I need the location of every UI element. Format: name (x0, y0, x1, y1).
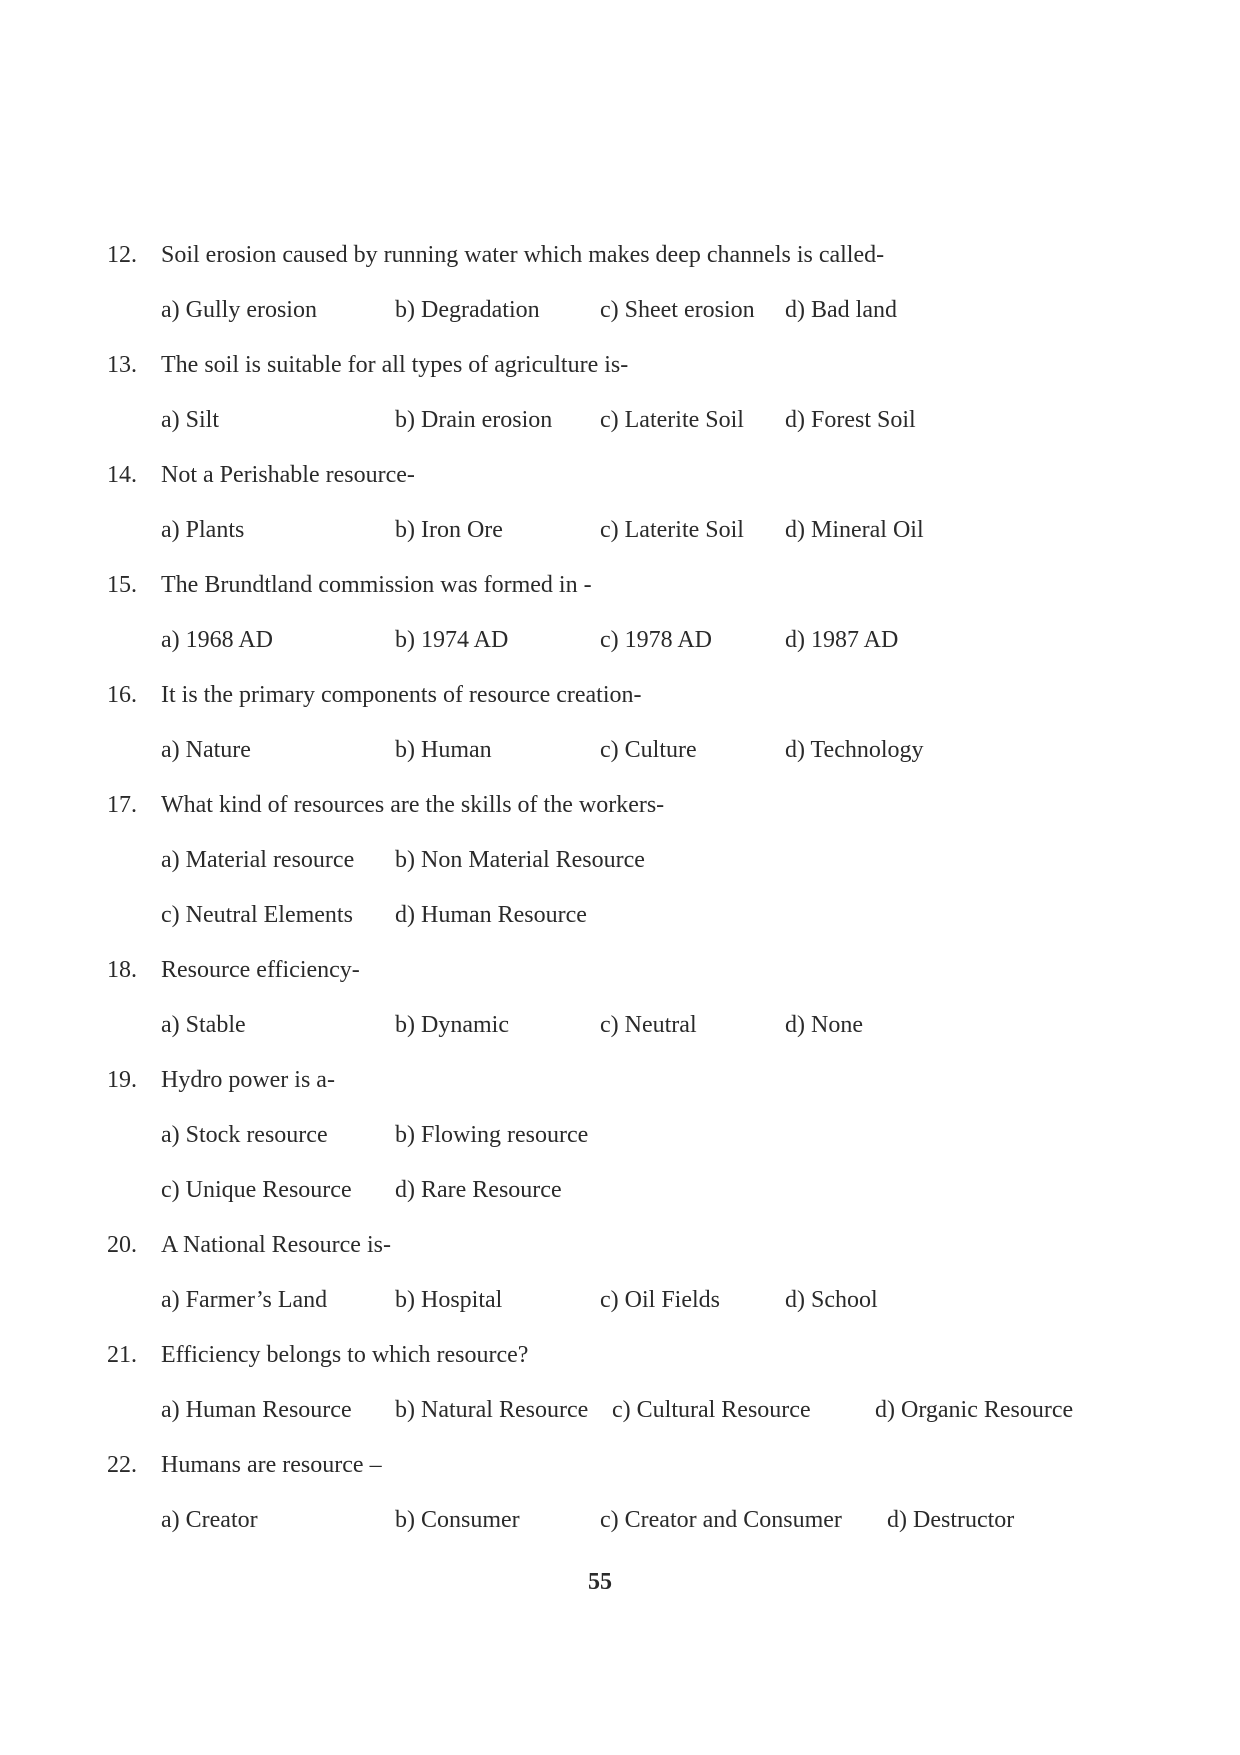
question-number: 13. (107, 352, 137, 378)
option-d: d) Human Resource (395, 902, 587, 928)
option-a: a) Material resource (161, 847, 355, 873)
question-number: 20. (107, 1232, 137, 1258)
option-a: a) 1968 AD (161, 627, 273, 653)
question-number: 22. (107, 1452, 137, 1478)
option-d: d) School (785, 1287, 878, 1313)
option-c: c) Cultural Resource (612, 1397, 811, 1423)
question-number: 15. (107, 572, 137, 598)
option-c: c) Neutral (600, 1012, 697, 1038)
option-c: c) Laterite Soil (600, 407, 744, 433)
option-b: b) Consumer (395, 1507, 520, 1533)
option-b: b) Hospital (395, 1287, 503, 1313)
question-text: A National Resource is- (161, 1232, 391, 1258)
question-text: Efficiency belongs to which resource? (161, 1342, 529, 1368)
option-a: a) Nature (161, 737, 251, 763)
option-b: b) Flowing resource (395, 1122, 589, 1148)
option-d: d) Organic Resource (875, 1397, 1074, 1423)
question-number: 14. (107, 462, 137, 488)
option-c: c) Creator and Consumer (600, 1507, 842, 1533)
option-a: a) Gully erosion (161, 297, 317, 323)
question-number: 19. (107, 1067, 137, 1093)
option-a: a) Human Resource (161, 1397, 352, 1423)
option-d: d) Technology (785, 737, 924, 763)
question-number: 18. (107, 957, 137, 983)
option-d: d) Forest Soil (785, 407, 916, 433)
option-a: a) Plants (161, 517, 245, 543)
option-d: d) None (785, 1012, 863, 1038)
option-b: b) Human (395, 737, 492, 763)
option-c: c) Sheet erosion (600, 297, 755, 323)
option-b: b) 1974 AD (395, 627, 509, 653)
option-c: c) Laterite Soil (600, 517, 744, 543)
question-number: 12. (107, 242, 137, 268)
question-text: What kind of resources are the skills of the workers- (161, 792, 665, 818)
question-text: Resource efficiency- (161, 957, 360, 983)
question-text: It is the primary components of resource creation- (161, 682, 642, 708)
question-text: The soil is suitable for all types of agriculture is- (161, 352, 629, 378)
option-c: c) 1978 AD (600, 627, 712, 653)
option-b: b) Drain erosion (395, 407, 553, 433)
option-d: d) Destructor (887, 1507, 1015, 1533)
option-d: d) Mineral Oil (785, 517, 924, 543)
question-number: 17. (107, 792, 137, 818)
option-d: d) Bad land (785, 297, 897, 323)
page-number: 55 (588, 1569, 612, 1595)
option-c: c) Neutral Elements (161, 902, 353, 928)
question-text: The Brundtland commission was formed in - (161, 572, 592, 598)
option-b: b) Natural Resource (395, 1397, 589, 1423)
option-d: d) 1987 AD (785, 627, 899, 653)
option-b: b) Dynamic (395, 1012, 509, 1038)
option-d: d) Rare Resource (395, 1177, 562, 1203)
option-a: a) Creator (161, 1507, 258, 1533)
question-text: Not a Perishable resource- (161, 462, 415, 488)
question-number: 16. (107, 682, 137, 708)
option-a: a) Stock resource (161, 1122, 328, 1148)
option-c: c) Culture (600, 737, 697, 763)
option-c: c) Oil Fields (600, 1287, 720, 1313)
question-text: Hydro power is a- (161, 1067, 335, 1093)
option-b: b) Non Material Resource (395, 847, 645, 873)
option-c: c) Unique Resource (161, 1177, 352, 1203)
question-text: Soil erosion caused by running water which makes deep channels is called- (161, 242, 885, 268)
option-a: a) Stable (161, 1012, 246, 1038)
option-a: a) Silt (161, 407, 219, 433)
option-b: b) Degradation (395, 297, 540, 323)
option-b: b) Iron Ore (395, 517, 503, 543)
question-number: 21. (107, 1342, 137, 1368)
question-text: Humans are resource – (161, 1452, 382, 1478)
option-a: a) Farmer’s Land (161, 1287, 328, 1313)
